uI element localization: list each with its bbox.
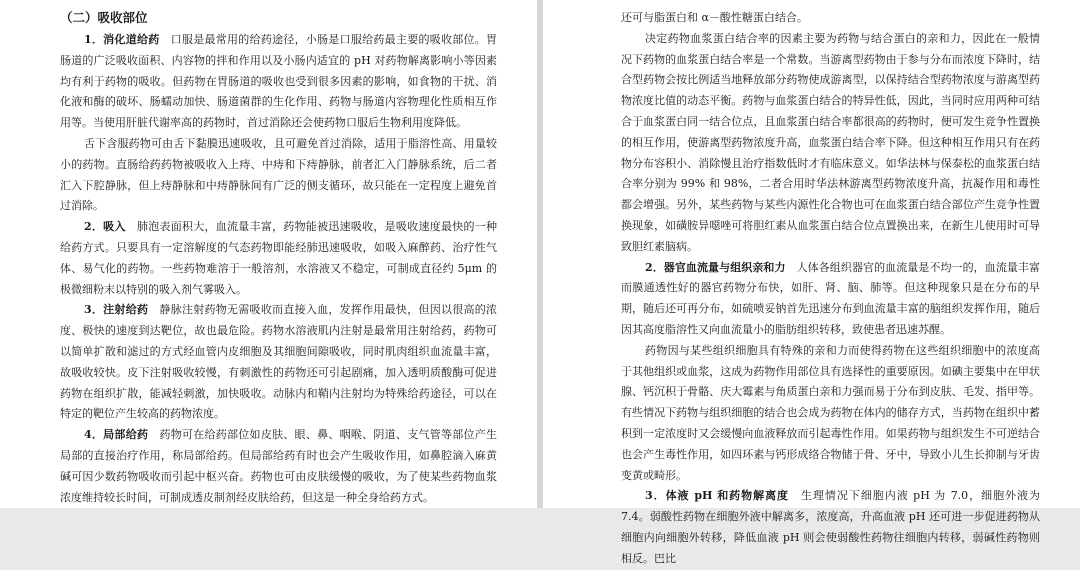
paragraph-lead: 2．器官血流量与组织亲和力: [645, 260, 786, 274]
paragraph-text: 口服是最常用的给药途径，小肠是口服给药最主要的吸收部位。胃肠道的广泛吸收面积、内容物的拌和作用以及小肠内适宜的 pH 对药物解离影响小等因素均有利于药物的吸收。但药物在胃肠道的吸收也受到很多因素的影响，如食物的干扰、消化液和酶的破坏、肠蠕动加快、肠道菌群的生化作用、药物与肠道内容物理化性质相互作用等。当使用肝脏代谢率高的药物时，首过消除还会使药物口服后生物利用度降低。: [60, 33, 498, 130]
paragraph-lead: 3．注射给药: [84, 303, 149, 317]
paragraph-lead: 1．消化道给药: [84, 33, 160, 46]
paragraph-text: 肺泡表面积大，血流量丰富，药物能被迅速吸收，是吸收速度最快的一种给药方式。只要具有一定溶解度的气态药物即能经肺迅速吸收，如吸入麻醉药、治疗性气体、易气化的药物。一些药物难溶于一般溶剂，水溶液又不稳定，可制成直径约 5μm 的极微细粉末以特别的吸入剂气雾吸入。: [60, 220, 498, 296]
paragraph-text: 药物可在给药部位如皮肤、眼、鼻、咽喉、阴道、支气管等部位产生局部的直接治疗作用，称局部给药。但局部给药有时也会产生吸收作用，如鼻腔滴入麻黄碱可因少数药物吸收而引起中枢兴奋。药物也可由皮肤缓慢的吸收，为了使某些药物血浆浓度维持较长时间，可制成透皮制剂经皮肤给药，但这是一种全身给药方式。: [60, 428, 498, 504]
paragraph-continued: 还可与脂蛋白和 α－酸性糖蛋白结合。: [621, 11, 808, 24]
paragraph-lead: 2．吸入: [84, 220, 126, 234]
paragraph-lead: 4．局部给药: [84, 428, 149, 442]
paragraph-protein-binding: 决定药物血浆蛋白结合率的因素主要为药物与结合蛋白的亲和力，因此在一般情况下药物的血浆蛋白结合率是一个常数。当游离型药物由于参与分布而浓度下降时，结合型药物会按比例适当地释放部分药物使成游离型，以保持结合型药物浓度与游离型药物浓度比值的动态平衡。药物与血浆蛋白结合的特异性低，因此，当同时应用两种可结合于血浆蛋白同一结合位点，且血浆蛋白结合率都很高的药物时，便可发生竞争性置换的相互作用，使游离型药物浓度升高，血浆蛋白结合率下降。但这种相互作用只有在药物分布容积小、消除慢且治疗指数低时才有临床意义。如华法林与保泰松的血浆蛋白结合率分别为 99% 和 98%，二者合用时华法林游离型药物浓度升高，抗凝作用和毒性都会增强。另外，某些药物与某些内源性化合物也可在血浆蛋白结合部位产生竞争性置换现象，如磺胺异噁唑可将胆红素从血浆蛋白结合位点置换出来，在新生儿使用时可导致胆红素脑病。: [621, 31, 1040, 253]
paragraph-text: 人体各组织器官的血流量是不均一的，血流量丰富而膜通透性好的器官药物分布快，如肝、肾、脑、肺等。但这种现象只是在分布的早期，随后还可再分布，如硫喷妥钠首先迅速分布到血流量丰富的脑组织发挥作用，随后因其高度脂溶性又向血流量小的脂肪组织转移，致使患者迅速苏醒。: [621, 260, 1041, 336]
left-page: [0, 0, 537, 508]
right-page: [543, 0, 1080, 565]
paragraph-text: 生理情况下细胞内液 pH 为 7.0，细胞外液为 7.4。弱酸性药物在细胞外液中解离多，浓度高，升高血液 pH 还可进一步促进药物从细胞内向细胞外转移，降低血液 pH 则会使弱酸性药物往细胞内转移，弱碱性药物则相反。巴比: [621, 489, 1040, 565]
paragraph-ph: [621, 486, 1040, 569]
paragraph-text: 静脉注射药物无需吸收而直接入血，发挥作用最快，但因以很高的浓度、极快的速度到达靶位，故也最危险。药物水溶液肌内注射是最常用注射给药，药物可以简单扩散和滤过的方式经血管内皮细胞及其细胞间隙吸收，同时肌肉组织血流量丰富，故吸收较快。皮下注射吸收较慢，有刺激性的药物还可引起剧痛，加入透明质酸酶可促进药物在组织扩散，能减轻刺激，加快吸收。动脉内和鞘内注射均为特殊给药途径，可以在特定的靶位产生较高的药物浓度。: [60, 303, 498, 421]
paragraph-injection: [60, 300, 497, 425]
paragraph-sublingual-rectal: 舌下含服药物可由舌下黏膜迅速吸收，且可避免首过消除，适用于脂溶性高、用量较小的药物。直肠给药药物被吸收入上痔、中痔和下痔静脉，前者汇入门静脉系统，后二者汇入下腔静脉，但上痔静脉和中痔静脉间有广泛的侧支循环，故只能在一定程度上避免首过消除。: [60, 136, 497, 213]
paragraph-inhalation: [60, 217, 497, 300]
paragraph-digestive-tract: [60, 30, 497, 134]
paragraph-blood-flow: [621, 258, 1040, 341]
paragraph-local: [60, 425, 497, 508]
paragraph-tissue-affinity: 药物因与某些组织细胞具有特殊的亲和力而使得药物在这些组织细胞中的浓度高于其他组织或血浆，这成为药物作用部位具有选择性的重要原因。如碘主要集中在甲状腺、钙沉积于骨骼、庆大霉素与角质蛋白亲和力强而易于分布到皮肤、毛发、指甲等。有些情况下药物与组织细胞的结合也会成为药物在体内的储存方式，当药物在组织中蓄积到一定浓度时又会缓慢向血液释放而引起毒性作用。如果药物与组织发生不可逆结合也会产生毒性作用，如四环素与钙形成络合物储于骨、牙中，导致小儿生长抑制与牙齿变黄或畸形。: [621, 343, 1040, 482]
paragraph-lead: 3．体液 pH 和药物解离度: [645, 489, 790, 503]
section-heading: （二）吸收部位: [60, 10, 148, 25]
